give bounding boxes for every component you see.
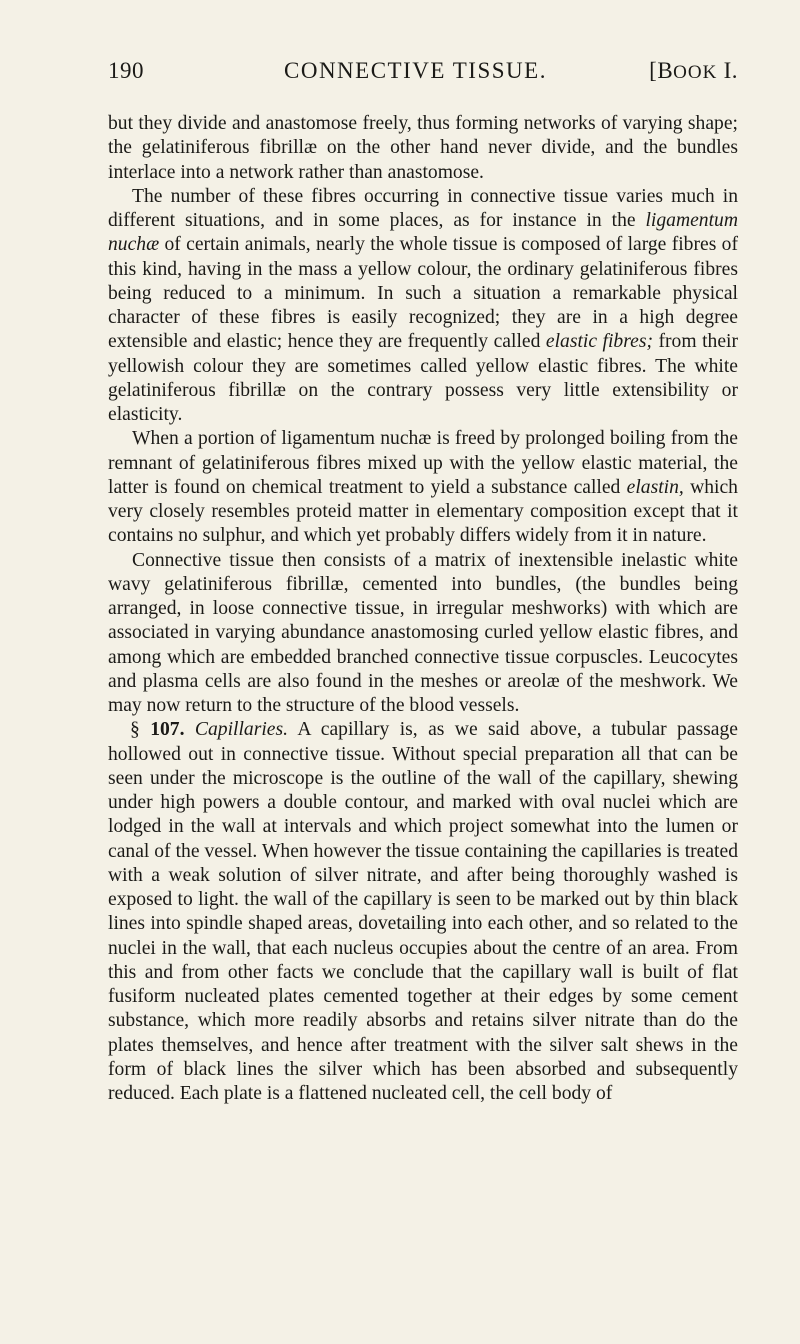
italic-term: elastin, [626, 476, 684, 498]
section-sign: § [130, 719, 151, 741]
paragraph-summary: Connective tissue then consists of a matrix of inextensible inelastic white wavy gelatiniferous fibrillæ, cemented into bundles, (the bundles being arranged, in loose connective tissue, in irregular meshworks) with which are associated in varying abundance anastomosing curled yellow elastic fibres, and among which are embedded branched connective tissue corpuscles. Leucocytes and plasma cells are also found in the meshes or areolæ of the meshwork. We may now return to the structure of the blood vessels. [108, 549, 738, 716]
book-ref-open: [B [649, 58, 674, 83]
paragraph-text: When a portion of ligamentum nuchæ is freed by prolonged boiling from the remnant of gelatiniferous fibres mixed up with the yellow elastic material, the latter is found on chemical treatment to yield a substance called [108, 428, 738, 498]
book-ref-smallcaps: OOK [673, 62, 718, 83]
paragraph-elastic-fibres [108, 185, 738, 428]
section-heading: Capillaries. [194, 719, 288, 741]
body-text [108, 112, 738, 1106]
page-number: 190 [108, 58, 144, 83]
paragraph-text: of certain animals, nearly the whole tissue is composed of large fibres of this kind, having in the mass a yellow colour, the ordinary gelatiniferous fibres being reduced to a minimum. In such a situation a remarkable physical character of these fibres is easily recognized; they are in a high degree extensible and elastic; hence they are frequently called [108, 234, 738, 353]
paragraph-text: which very closely resembles proteid matter in elementary composition except that it contains no sulphur, and which yet probably differs widely from it in nature. [108, 476, 738, 547]
paragraph-capillaries [108, 718, 738, 1106]
section-number: 107. [150, 719, 185, 741]
paragraph-continuation: but they divide and anastomose freely, thus forming networks of varying shape; the gelatiniferous fibrillæ on the other hand never divide, and the bundles interlace into a network rather than anastomose. [108, 113, 738, 183]
paragraph-text: from their yellowish colour they are sometimes called yellow elastic fibres. The white gelatiniferous fibrillæ on the contrary possess very little extensibility or elasticity. [108, 331, 738, 425]
italic-term: elastic fibres; [545, 331, 653, 353]
running-head [108, 58, 738, 92]
paragraph-text: A capillary is, as we said above, a tubular passage hollowed out in connective tissue. Without special preparation all that can be seen under the microscope is the outline of the wall of the capillary, shewing under high powers a double contour, and marked with oval nuclei which are lodged in the wall at intervals and which project somewhat into the lumen or canal of the vessel. When however the tissue containing the capillaries is treated with a weak solution of silver nitrate, and after being thoroughly washed is exposed to light. the wall of the capillary is seen to be marked out by thin black lines into spindle shaped areas, dovetailing into each other, and so related to the nuclei in the wall, that each nucleus occupies about the centre of an area. From this and from other facts we conclude that the capillary wall is built of flat fusiform nucleated plates cemented together at their edges by some cement substance, which more readily absorbs and retains silver nitrate than do the plates themselves, and hence after treatment with the silver salt shews in the form of black lines the silver which has been absorbed and subsequently reduced. Each plate is a flattened nucleated cell, the cell body of [108, 719, 738, 1104]
book-page [108, 58, 738, 1106]
paragraph-text: The number of these fibres occurring in connective tissue varies much in different situations, and in some places, as for instance in the [108, 185, 738, 231]
running-title: CONNECTIVE TISSUE. [284, 58, 547, 83]
book-ref-end: I. [717, 58, 738, 83]
italic-term: ligamentum nuchæ [108, 210, 738, 256]
paragraph-elastin [108, 427, 738, 548]
book-reference [649, 58, 738, 84]
